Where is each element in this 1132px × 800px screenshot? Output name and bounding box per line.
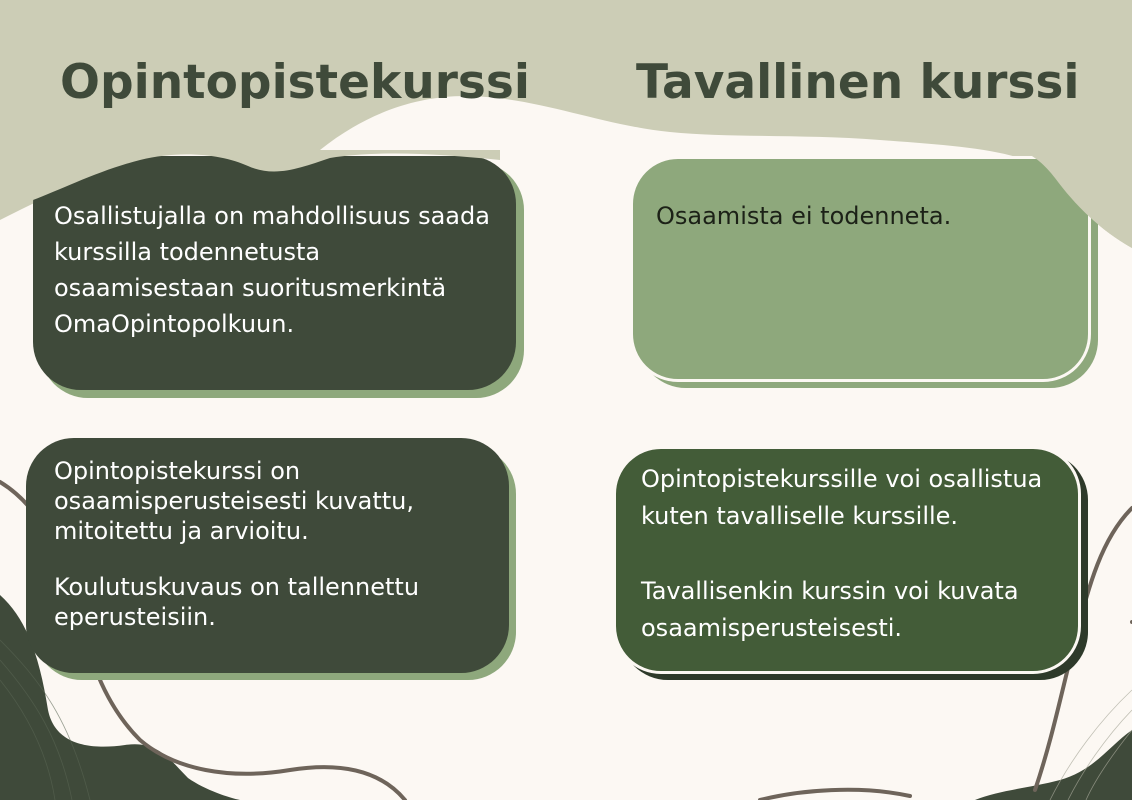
heading-opintopistekurssi: Opintopistekurssi <box>60 55 530 110</box>
text-line: kuten tavalliselle kurssille. <box>641 502 959 530</box>
heading-tavallinen-kurssi: Tavallinen kurssi <box>636 55 1080 110</box>
dark-blob-bottom-right <box>975 730 1132 800</box>
text-line: Osaamista ei todenneta. <box>656 202 952 230</box>
text-line: Opintopistekurssille voi osallistua <box>641 465 1043 493</box>
brown-curve-bottom-right <box>760 790 910 800</box>
text-line: osaamisperusteisesti kuvattu, <box>54 487 414 515</box>
text-line: osaamisestaan suoritusmerkintä <box>54 274 447 302</box>
text-line: osaamisperusteisesti. <box>641 614 903 642</box>
card-top-left-text <box>54 198 524 342</box>
text-line: Opintopistekurssi on <box>54 457 301 485</box>
text-line: Koulutuskuvaus on tallennettu <box>54 573 420 601</box>
card-top-right-text <box>656 198 1076 234</box>
card-bottom-left-text <box>54 456 494 632</box>
text-line: kurssilla todennetusta <box>54 238 321 266</box>
text-line: OmaOpintopolkuun. <box>54 310 295 338</box>
text-line: eperusteisiin. <box>54 603 216 631</box>
text-line: mitoitettu ja arvioitu. <box>54 517 309 545</box>
text-line: Osallistujalla on mahdollisuus saada <box>54 202 490 230</box>
card-bottom-right-text <box>641 461 1081 647</box>
text-line: Tavallisenkin kurssin voi kuvata <box>641 577 1019 605</box>
